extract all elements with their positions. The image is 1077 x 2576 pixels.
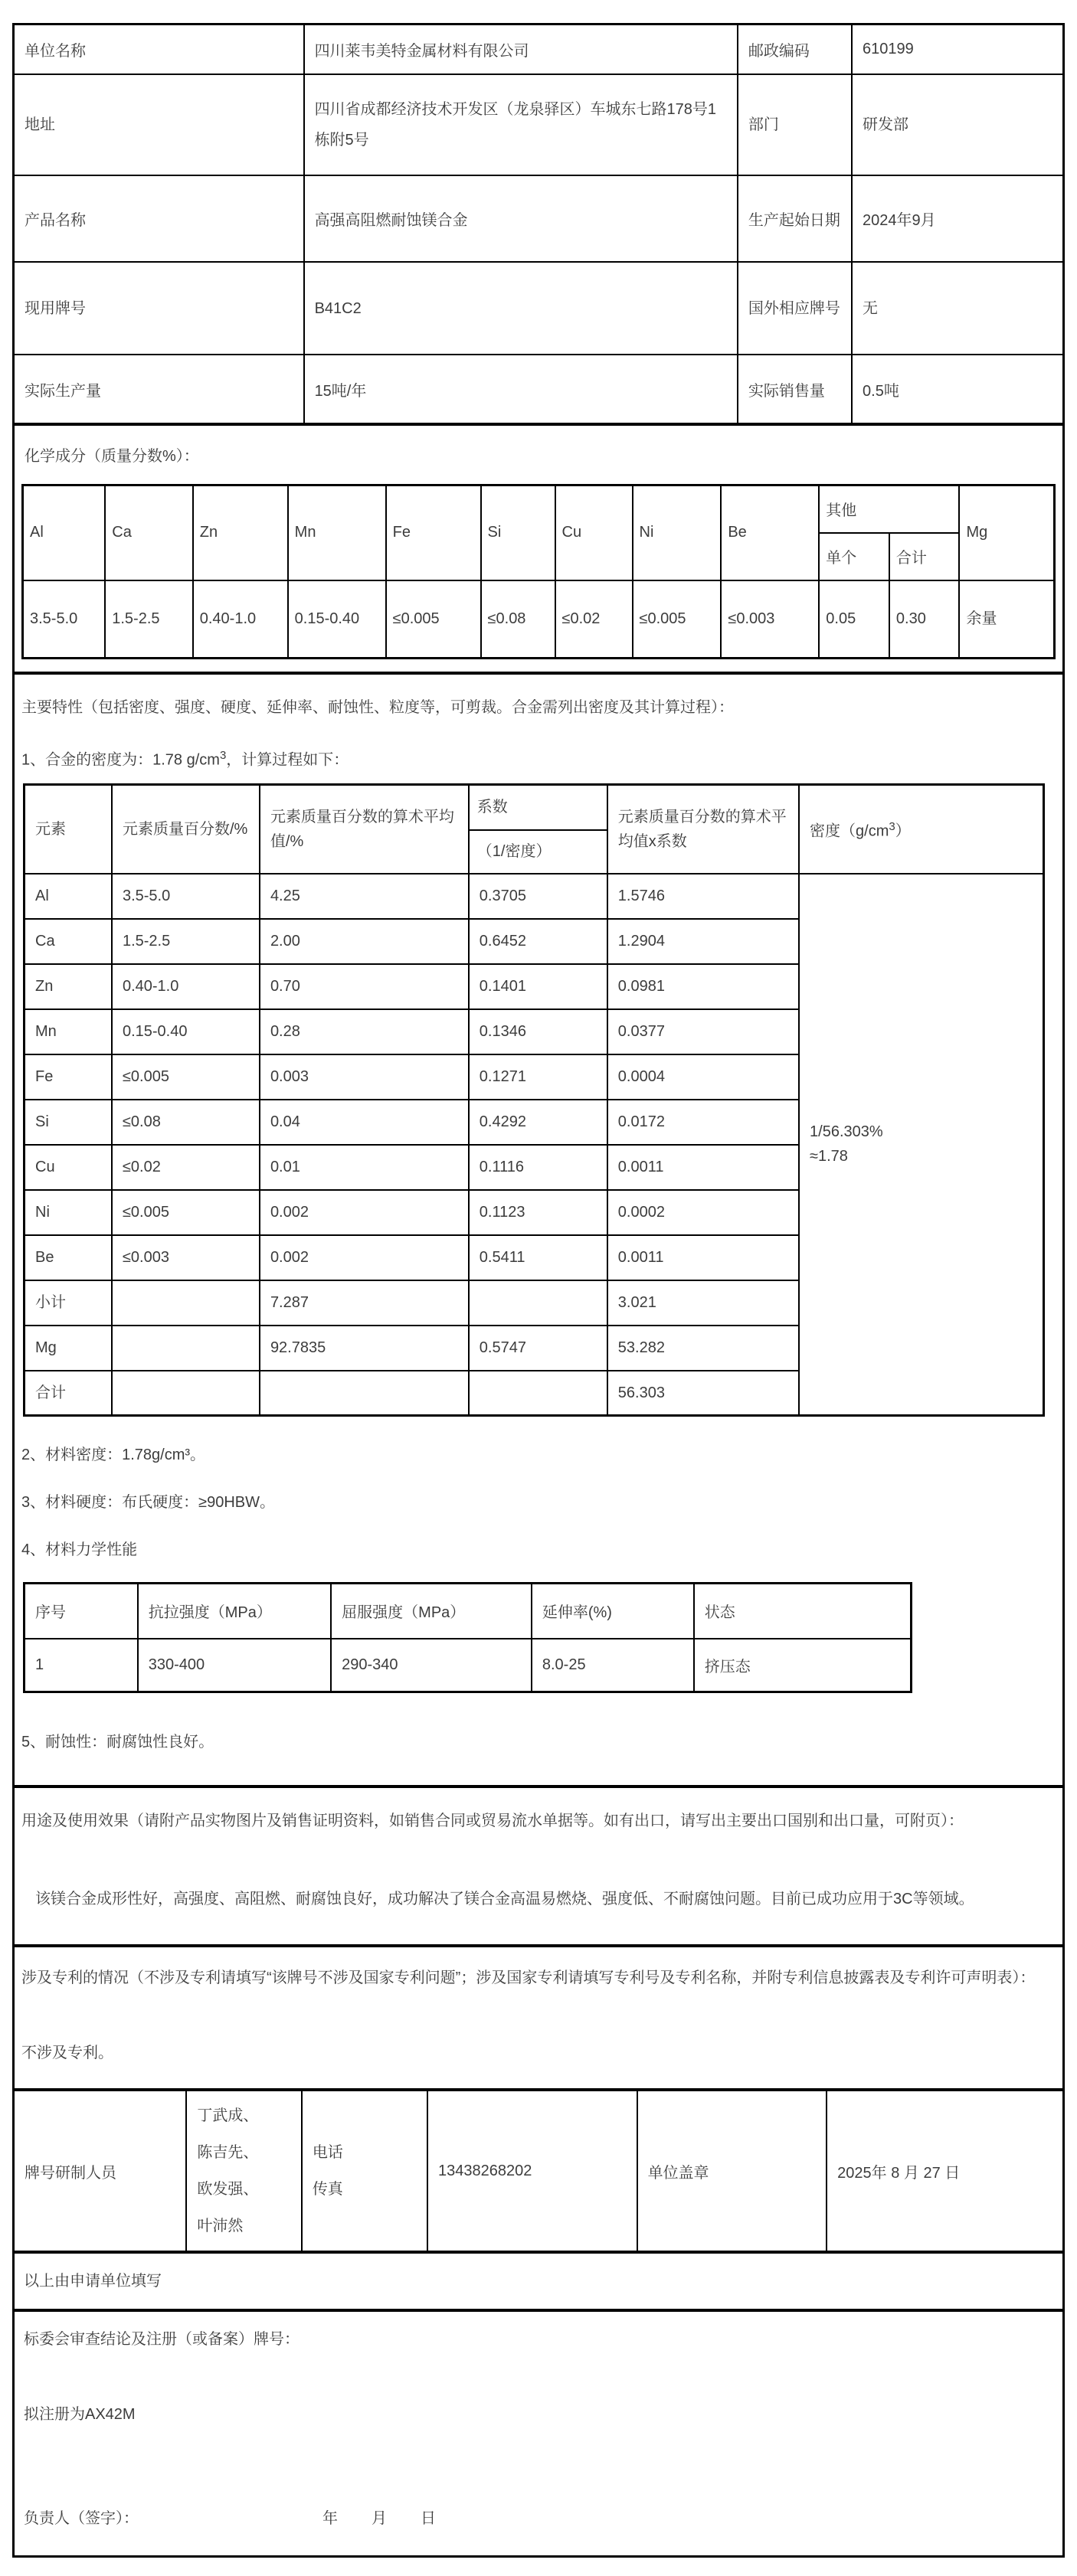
info-row-product (15, 175, 1062, 262)
cell: 0.6452 (469, 919, 607, 964)
density-table-header-row (25, 784, 1044, 874)
chem-composition-table (21, 484, 1056, 659)
cell: 0.01 (260, 1145, 469, 1190)
cell: 0.003 (260, 1054, 469, 1100)
department-value: 研发部 (852, 74, 1062, 175)
info-row-unit (15, 25, 1062, 74)
cell: 合计 (25, 1371, 112, 1416)
cell: Fe (25, 1054, 112, 1100)
mech-header-yield: 屈服强度（MPa） (331, 1584, 532, 1639)
chem-value-ni: ≤0.005 (633, 580, 722, 659)
mech-tensile: 330-400 (138, 1639, 331, 1692)
density-statement (21, 740, 1056, 776)
density-statement-suffix: ，计算过程如下： (226, 751, 349, 769)
signature-day-label: 日 (421, 2510, 436, 2528)
chem-header-ca: Ca (105, 485, 192, 580)
cell: 0.3705 (469, 874, 607, 919)
chem-header-cu: Cu (555, 485, 633, 580)
cell: ≤0.003 (112, 1235, 260, 1280)
address-label: 地址 (15, 74, 304, 175)
chem-header-si: Si (481, 485, 555, 580)
density-statement-superscript: 3 (219, 749, 227, 762)
mechanical-properties-table (23, 1582, 912, 1693)
cell: Cu (25, 1145, 112, 1190)
cell: 0.002 (260, 1235, 469, 1280)
cell: 0.5411 (469, 1235, 607, 1280)
chem-value-other-total: 0.30 (889, 580, 960, 659)
signature-label: 负责人（签字）： (24, 2510, 139, 2528)
product-name-value: 高强高阻燃耐蚀镁合金 (304, 175, 738, 262)
postcode-label: 邮政编码 (738, 25, 852, 74)
density-result-line1: 1/56.303% (810, 1123, 883, 1141)
mech-header-elongation: 延伸率(%) (532, 1584, 694, 1639)
cell: Al (25, 874, 112, 919)
chemical-composition-section (15, 423, 1062, 672)
density-statement-prefix: 1、合金的密度为：1.78 g/cm (21, 751, 220, 769)
phone-fax-label (302, 2090, 427, 2251)
developer-name: 叶沛然 (197, 2218, 244, 2235)
chem-value-mn: 0.15-0.40 (288, 580, 386, 659)
material-density-item: 2、材料密度：1.78g/cm³。 (21, 1447, 206, 1464)
density-header-mass-percent: 元素质量百分数/% (112, 784, 260, 874)
cell: 2.00 (260, 919, 469, 964)
density-header-mean-x-coef: 元素质量百分数的算术平均值x系数 (607, 784, 799, 874)
coefficient-label: 系数 (476, 799, 508, 816)
committee-review-section (15, 2309, 1062, 2555)
cell: 0.5747 (469, 1326, 607, 1371)
coefficient-sub-label: （1/密度） (470, 829, 607, 873)
cell: ≤0.005 (112, 1190, 260, 1235)
density-row-al (25, 874, 1044, 919)
cell (469, 1371, 607, 1416)
phone-label-line: 电话 (312, 2144, 343, 2162)
cell: Be (25, 1235, 112, 1280)
cell: 0.4292 (469, 1100, 607, 1145)
usage-section (15, 1785, 1062, 1944)
current-grade-value: B41C2 (304, 262, 738, 355)
cell: 0.1116 (469, 1145, 607, 1190)
signature-year-label: 年 (322, 2510, 338, 2528)
mech-header-no: 序号 (25, 1584, 138, 1639)
production-start-label: 生产起始日期 (738, 175, 852, 262)
actual-sales-value: 0.5吨 (852, 355, 1062, 423)
cell (260, 1371, 469, 1416)
cell: 56.303 (607, 1371, 799, 1416)
date-value: 2025年 8 月 27 日 (827, 2090, 1062, 2251)
density-header-superscript: 3 (889, 819, 895, 833)
phone-number: 13438268202 (427, 2090, 637, 2251)
actual-output-value: 15吨/年 (304, 355, 738, 423)
chem-header-al: Al (23, 485, 106, 580)
developers-label: 牌号研制人员 (15, 2090, 186, 2251)
cell: 0.0981 (607, 964, 799, 1009)
address-value: 四川省成都经济技术开发区（龙泉驿区）车城东七路178号1栋附5号 (304, 74, 738, 175)
cell: Mn (25, 1009, 112, 1054)
cell: 0.04 (260, 1100, 469, 1145)
cell: 3.021 (607, 1280, 799, 1326)
cell: Zn (25, 964, 112, 1009)
chem-header-mn: Mn (288, 485, 386, 580)
mech-elongation: 8.0-25 (532, 1639, 694, 1692)
info-row-address (15, 74, 1062, 175)
usage-content: 该镁合金成形性好，高强度、高阻燃、耐腐蚀良好，成功解决了镁合金高温易燃烧、强度低、不耐腐蚀问题。目前已成功应用于3C等领域。 (35, 1891, 974, 1908)
chem-values-row (23, 580, 1055, 659)
mech-state: 挤压态 (694, 1639, 912, 1692)
cell: Mg (25, 1326, 112, 1371)
chem-header-fe: Fe (386, 485, 481, 580)
mechanical-properties-item: 4、材料力学性能 (21, 1541, 138, 1559)
chem-value-si: ≤0.08 (481, 580, 555, 659)
patent-prompt: 涉及专利的情况（不涉及专利请填写“该牌号不涉及国家专利问题”；涉及国家专利请填写专利号及专利名称，并附专利信息披露表及专利许可声明表）： (21, 1970, 1036, 1987)
signature-month-label: 月 (372, 2510, 387, 2528)
chem-section-title: 化学成分（质量分数%）： (25, 448, 199, 465)
cell: 3.5-5.0 (112, 874, 260, 919)
alloy-registration-form (12, 23, 1065, 2558)
mech-header-tensile: 抗拉强度（MPa） (138, 1584, 331, 1639)
developer-name: 欧发强、 (197, 2181, 259, 2198)
chem-header-be: Be (721, 485, 819, 580)
developer-name: 陈吉先、 (197, 2144, 259, 2162)
department-label: 部门 (738, 74, 852, 175)
cell: 7.287 (260, 1280, 469, 1326)
density-header-coefficient (469, 784, 607, 874)
density-header-density (799, 784, 1043, 874)
info-row-output (15, 355, 1062, 423)
seal-label: 单位盖章 (637, 2090, 827, 2251)
chem-value-cu: ≤0.02 (555, 580, 633, 659)
product-name-label: 产品名称 (15, 175, 304, 262)
cell: 1.5-2.5 (112, 919, 260, 964)
cell: 0.0377 (607, 1009, 799, 1054)
chem-header-other-total: 合计 (889, 533, 960, 580)
cell: 0.0002 (607, 1190, 799, 1235)
filled-by-section (15, 2251, 1062, 2309)
density-result-line2: ≈1.78 (810, 1148, 848, 1165)
staff-row-table (15, 2088, 1062, 2251)
foreign-grade-value: 无 (852, 262, 1062, 355)
cell: 1.2904 (607, 919, 799, 964)
density-header-suffix: ） (895, 822, 911, 840)
density-header-element: 元素 (25, 784, 112, 874)
unit-name-value: 四川莱韦美特金属材料有限公司 (304, 25, 738, 74)
actual-output-label: 实际生产量 (15, 355, 304, 423)
chem-header-other-single: 单个 (819, 533, 889, 580)
density-header-prefix: 密度（g/cm (810, 822, 889, 840)
cell: Ca (25, 919, 112, 964)
cell: 0.002 (260, 1190, 469, 1235)
cell: ≤0.02 (112, 1145, 260, 1190)
chem-header-mg: Mg (959, 485, 1054, 580)
chem-value-ca: 1.5-2.5 (105, 580, 192, 659)
actual-sales-label: 实际销售量 (738, 355, 852, 423)
cell: 0.1346 (469, 1009, 607, 1054)
material-hardness-item: 3、材料硬度：布氏硬度：≥90HBW。 (21, 1494, 276, 1512)
chem-value-zn: 0.40-1.0 (193, 580, 288, 659)
patent-section (15, 1944, 1062, 2088)
cell: Si (25, 1100, 112, 1145)
cell: 0.15-0.40 (112, 1009, 260, 1054)
cell: ≤0.08 (112, 1100, 260, 1145)
density-header-mean: 元素质量百分数的算术平均值/% (260, 784, 469, 874)
density-result-cell (799, 874, 1043, 1416)
signature-line (24, 2503, 1053, 2534)
cell (112, 1371, 260, 1416)
cell: Ni (25, 1190, 112, 1235)
cell: 0.28 (260, 1009, 469, 1054)
filled-by-note: 以上由申请单位填写 (24, 2273, 162, 2290)
chem-header-zn: Zn (193, 485, 288, 580)
cell: 92.7835 (260, 1326, 469, 1371)
cell (112, 1326, 260, 1371)
developers-names (186, 2090, 301, 2251)
current-grade-label: 现用牌号 (15, 262, 304, 355)
info-row-grade (15, 262, 1062, 355)
cell: 0.1123 (469, 1190, 607, 1235)
production-start-value: 2024年9月 (852, 175, 1062, 262)
basic-info-table (15, 25, 1062, 423)
mech-header-state: 状态 (694, 1584, 912, 1639)
staff-row (15, 2090, 1062, 2251)
cell: 4.25 (260, 874, 469, 919)
review-prompt: 标委会审查结论及注册（或备案）牌号： (24, 2331, 300, 2349)
mech-yield: 290-340 (331, 1639, 532, 1692)
chem-header-row-1 (23, 485, 1055, 533)
patent-content: 不涉及专利。 (21, 2045, 113, 2062)
mech-header-row (25, 1584, 912, 1639)
unit-name-label: 单位名称 (15, 25, 304, 74)
cell: 1.5746 (607, 874, 799, 919)
chem-value-mg: 余量 (959, 580, 1054, 659)
postcode-value: 610199 (852, 25, 1062, 74)
cell: 0.0004 (607, 1054, 799, 1100)
chem-value-be: ≤0.003 (721, 580, 819, 659)
review-conclusion: 拟注册为AX42M (24, 2406, 136, 2424)
chem-header-ni: Ni (633, 485, 722, 580)
cell (112, 1280, 260, 1326)
cell: 0.0172 (607, 1100, 799, 1145)
cell: 0.1271 (469, 1054, 607, 1100)
cell: 0.0011 (607, 1145, 799, 1190)
cell: 0.1401 (469, 964, 607, 1009)
corrosion-resistance-item: 5、耐蚀性：耐腐蚀性良好。 (21, 1734, 214, 1751)
cell (469, 1280, 607, 1326)
fax-label-line: 传真 (312, 2181, 343, 2198)
features-intro: 主要特性（包括密度、强度、硬度、延伸率、耐蚀性、粒度等，可剪裁。合金需列出密度及其计算过程）： (21, 699, 734, 716)
mech-data-row (25, 1639, 912, 1692)
chem-value-al: 3.5-5.0 (23, 580, 106, 659)
cell: 0.40-1.0 (112, 964, 260, 1009)
foreign-grade-label: 国外相应牌号 (738, 262, 852, 355)
cell: 0.0011 (607, 1235, 799, 1280)
cell: 小计 (25, 1280, 112, 1326)
main-features-section (15, 672, 1062, 1785)
cell: 53.282 (607, 1326, 799, 1371)
cell: 0.70 (260, 964, 469, 1009)
chem-value-other-single: 0.05 (819, 580, 889, 659)
developer-name: 丁武成、 (197, 2107, 259, 2125)
density-calculation-table (23, 783, 1045, 1417)
cell: ≤0.005 (112, 1054, 260, 1100)
usage-prompt: 用途及使用效果（请附产品实物图片及销售证明资料，如销售合同或贸易流水单据等。如有出口，请写出主要出口国别和出口量，可附页）： (21, 1813, 964, 1830)
chem-value-fe: ≤0.005 (386, 580, 481, 659)
mech-no: 1 (25, 1639, 138, 1692)
chem-header-other: 其他 (819, 485, 959, 533)
